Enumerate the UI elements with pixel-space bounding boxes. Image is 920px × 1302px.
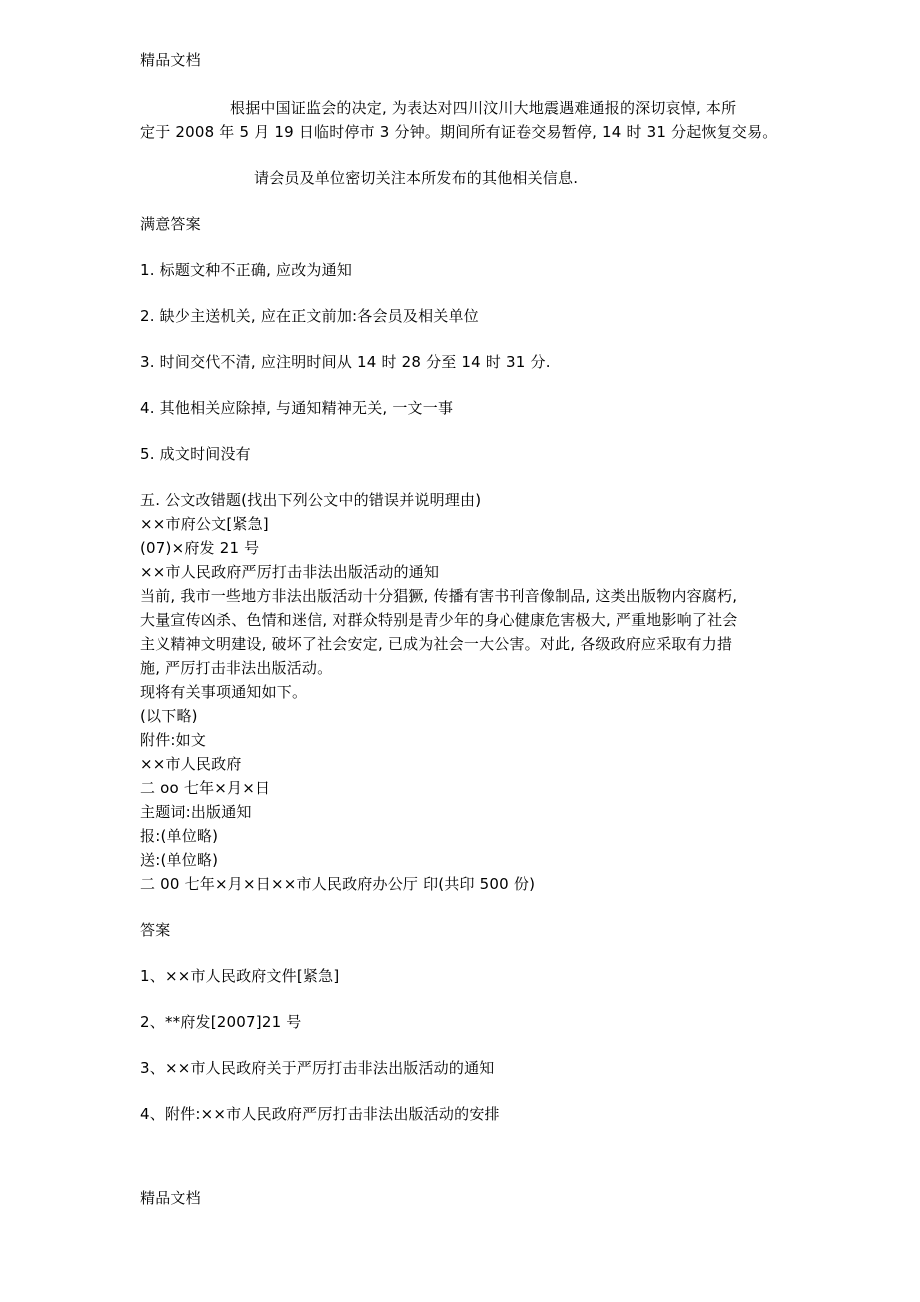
exercise-line: ××市人民政府严厉打击非法出版活动的通知 <box>140 563 440 581</box>
answer-item-4: 4. 其他相关应除掉, 与通知精神无关, 一文一事 <box>140 399 454 417</box>
exercise-line: 主义精神文明建设, 破坏了社会安定, 已成为社会一大公害。对此, 各级政府应采取有力措 <box>140 635 733 653</box>
answer2-item-4: 4、附件:××市人民政府严厉打击非法出版活动的安排 <box>140 1105 500 1123</box>
answer2-item-2: 2、**府发[2007]21 号 <box>140 1013 302 1031</box>
answer-heading-1: 满意答案 <box>140 215 201 233</box>
exercise-line: 主题词:出版通知 <box>140 803 252 821</box>
exercise-line: 二 oo 七年×月×日 <box>140 779 271 797</box>
answer-item-2: 2. 缺少主送机关, 应在正文前加:各会员及相关单位 <box>140 307 479 325</box>
header-label: 精品文档 <box>140 51 201 69</box>
exercise-line: 当前, 我市一些地方非法出版活动十分猖獗, 传播有害书刊音像制品, 这类出版物内容腐朽, <box>140 587 738 605</box>
answer-item-1: 1. 标题文种不正确, 应改为通知 <box>140 261 353 279</box>
exercise-line: ××市府公文[紧急] <box>140 515 269 533</box>
answer-item-3: 3. 时间交代不清, 应注明时间从 14 时 28 分至 14 时 31 分. <box>140 353 551 371</box>
exercise-title: 五. 公文改错题(找出下列公文中的错误并说明理由) <box>140 491 482 509</box>
answer-heading-2: 答案 <box>140 921 171 939</box>
exercise-line: (以下略) <box>140 707 198 725</box>
exercise-line: 二 00 七年×月×日××市人民政府办公厅 印(共印 500 份) <box>140 875 536 893</box>
answer-item-5: 5. 成文时间没有 <box>140 445 251 463</box>
exercise-line: ××市人民政府 <box>140 755 242 773</box>
answer2-item-1: 1、××市人民政府文件[紧急] <box>140 967 340 985</box>
exercise-line: (07)×府发 21 号 <box>140 539 260 557</box>
exercise-line: 施, 严厉打击非法出版活动。 <box>140 659 333 677</box>
exercise-line: 送:(单位略) <box>140 851 219 869</box>
answer2-item-3: 3、××市人民政府关于严厉打击非法出版活动的通知 <box>140 1059 495 1077</box>
exercise-line: 报:(单位略) <box>140 827 219 845</box>
exercise-line: 大量宣传凶杀、色情和迷信, 对群众特别是青少年的身心健康危害极大, 严重地影响了社会 <box>140 611 738 629</box>
exercise-line: 附件:如文 <box>140 731 207 749</box>
notice-paragraph-1-line-2: 定于 2008 年 5 月 19 日临时停市 3 分钟。期间所有证卷交易暂停, 14 时 31 分起恢复交易。 <box>140 123 778 141</box>
exercise-line: 现将有关事项通知如下。 <box>140 683 308 701</box>
notice-paragraph-1-line-1: 根据中国证监会的决定, 为表达对四川汶川大地震遇难通报的深切哀悼, 本所 <box>230 99 737 117</box>
footer-label: 精品文档 <box>140 1189 201 1207</box>
notice-paragraph-2: 请会员及单位密切关注本所发布的其他相关信息. <box>254 169 579 187</box>
